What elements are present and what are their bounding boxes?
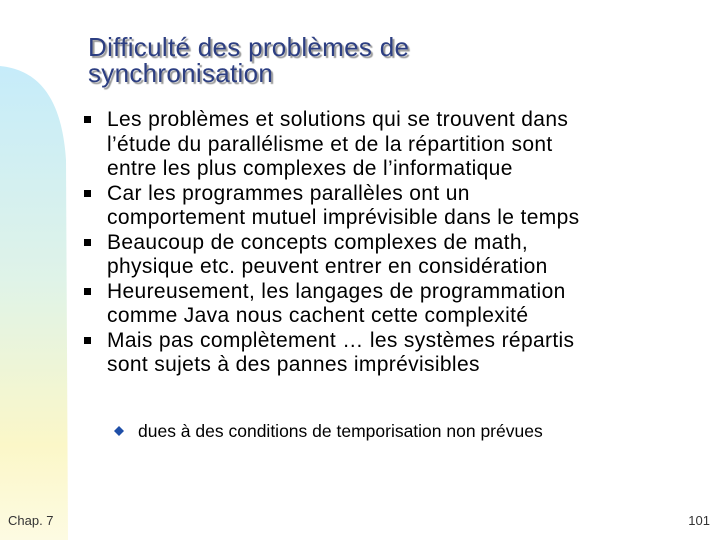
bullet-item: [84, 329, 704, 378]
square-bullet-icon: [84, 190, 91, 197]
bullet-line: comportement mutuel imprévisible dans le temps: [107, 206, 580, 229]
bullet-line: l’étude du parallélisme et de la répartition sont: [107, 132, 553, 156]
bullet-item: [84, 280, 704, 329]
slide-title-line-2: synchronisation: [88, 58, 274, 88]
bullet-line: Car les programmes parallèles ont un: [107, 181, 470, 205]
bullet-line: comme Java nous cachent cette complexité: [107, 304, 529, 327]
slide-title-line-1: Difficulté des problèmes de: [88, 32, 410, 62]
slide-title: [88, 34, 648, 86]
square-bullet-icon: [84, 288, 91, 295]
bullet-list: [84, 108, 704, 378]
square-bullet-icon: [84, 239, 91, 246]
bullet-line: entre les plus complexes de l’informatique: [107, 157, 513, 180]
sub-bullet-item: [114, 420, 698, 442]
chapter-label: Chap. 7: [8, 513, 54, 528]
bullet-line: sont sujets à des pannes imprévisibles: [107, 353, 480, 376]
bullet-item: [84, 108, 704, 182]
square-bullet-icon: [84, 116, 91, 123]
bullet-item: [84, 231, 704, 280]
bullet-line: Les problèmes et solutions qui se trouvent dans: [107, 108, 569, 131]
sub-bullet-text: dues à des conditions de temporisation non prévues: [138, 421, 543, 441]
bullet-line: Heureusement, les langages de programmation: [107, 279, 566, 303]
page-number: 101: [688, 513, 710, 528]
bullet-item: [84, 182, 704, 231]
bullet-line: Mais pas complètement … les systèmes répartis: [107, 328, 575, 352]
square-bullet-icon: [84, 337, 91, 344]
diamond-bullet-icon: [114, 426, 124, 436]
bullet-line: physique etc. peuvent entrer en considération: [107, 255, 548, 278]
bullet-line: Beaucoup de concepts complexes de math,: [107, 230, 529, 254]
